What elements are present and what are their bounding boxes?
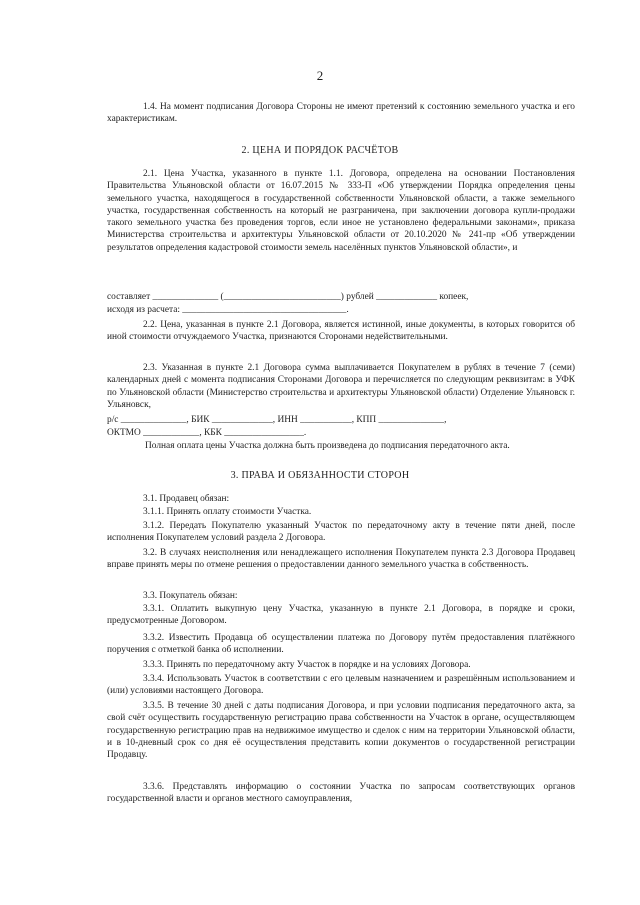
paragraph-3-3-2: 3.3.2. Известить Продавца об осуществлении платежа по Договору путём предоставления платёжного поручения с отметкой банка об исполнении. — [107, 633, 575, 656]
paragraph-2-2: 2.2. Цена, указанная в пункте 2.1 Договора, является истинной, иные документы, в которых говорится об иной стоимости отчуждаемого Участка, признаются Сторонами недействительными. — [107, 320, 575, 343]
paragraph-3-1: 3.1. Продавец обязан: — [143, 494, 230, 504]
paragraph-2-1: 2.1. Цена Участка, указанного в пункте 1.1. Договора, определена на основании Постановления Правительства Ульяновской области от 16.07.2015 № 333-П «Об утверждении Порядка определения цены земельного участка, находящегося в государственной собственности Ульяновской области, а также земельного участка, государственная собственность на который не разграничена, при заключении договора купли-продажи такого земельного участка без проведения торгов, если иное не установлено федеральными законами», приказа Министерства строительства и архитектуры Ульяновской области от 20.10.2020 № 241-пр «Об утверждении результатов определения кадастровой стоимости земель населённых пунктов Ульяновской области», и — [107, 169, 575, 253]
paragraph-1-4: 1.4. На момент подписания Договора Стороны не имеют претензий к состоянию земельного участка и его характеристикам. — [107, 102, 575, 125]
paragraph-2-3-requisites-2: ОКТМО ____________, КБК _________________. — [107, 428, 307, 438]
paragraph-3-3: 3.3. Покупатель обязан: — [143, 591, 238, 601]
paragraph-2-1-calculation: исходя из расчета: ___________________________________. — [107, 305, 349, 315]
paragraph-3-1-1: 3.1.1. Принять оплату стоимости Участка. — [143, 507, 312, 517]
paragraph-3-3-6: 3.3.6. Представлять информацию о состоянии Участка по запросам соответствующих органов государственной власти и органов местного самоуправления, — [107, 782, 575, 805]
paragraph-3-3-5: 3.3.5. В течение 30 дней с даты подписания Договора, и при условии подписания передаточного акта, за свой счёт осуществить государственную регистрацию права собственности на Участок в органе, осуществляющем государственную регистрацию прав на недвижимое имущество и сделок с ним на территории Ульяновской области, и в 10-дневный срок со дня её осуществления представить копии документов о государственной регистрации Продавцу. — [107, 701, 575, 761]
paragraph-3-3-4: 3.3.4. Использовать Участок в соответствии с его целевым назначением и разрешённым использованием и (или) условиями настоящего Договора. — [107, 674, 575, 697]
paragraph-3-3-1: 3.3.1. Оплатить выкупную цену Участка, указанную в пункте 2.1 Договора, в порядке и сроки, предусмотренные Договором. — [107, 604, 575, 627]
paragraph-payment-note: Полная оплата цены Участка должна быть произведена до подписания передаточного акта. — [145, 441, 510, 451]
paragraph-3-1-2: 3.1.2. Передать Покупателю указанный Участок по передаточному акту в течение пяти дней, после исполнения Покупателем условий раздела 2 Договора. — [107, 521, 575, 544]
paragraph-3-3-3: 3.3.3. Принять по передаточному акту Участок в порядке и на условиях Договора. — [143, 660, 471, 670]
page-number: 2 — [316, 68, 324, 83]
section-heading-3: 3. ПРАВА И ОБЯЗАННОСТИ СТОРОН — [230, 470, 410, 481]
section-heading-2: 2. ЦЕНА И ПОРЯДОК РАСЧЁТОВ — [241, 145, 399, 156]
paragraph-2-1-sum: составляет ______________ (_________________________) рублей _____________ копеек, — [107, 292, 469, 302]
paragraph-3-2: 3.2. В случаях неисполнения или ненадлежащего исполнения Покупателем пункта 2.3 Договора Продавец вправе принять меры по отмене решения о предоставлении данного земельного участка в собственность. — [107, 548, 575, 571]
paragraph-2-3-requisites-1: р/с ______________, БИК _____________, ИНН ___________, КПП ______________, — [107, 415, 447, 425]
paragraph-2-3: 2.3. Указанная в пункте 2.1 Договора сумма выплачивается Покупателем в рублях в течение 7 (семи) календарных дней с момента подписания Сторонами Договора и перечисляется по следующим реквизитам: в УФК по Ульяновской области (Министерство строительства и архитектуры Ульяновской области) Отделение Ульяновск г. Ульяновск, — [107, 363, 575, 410]
